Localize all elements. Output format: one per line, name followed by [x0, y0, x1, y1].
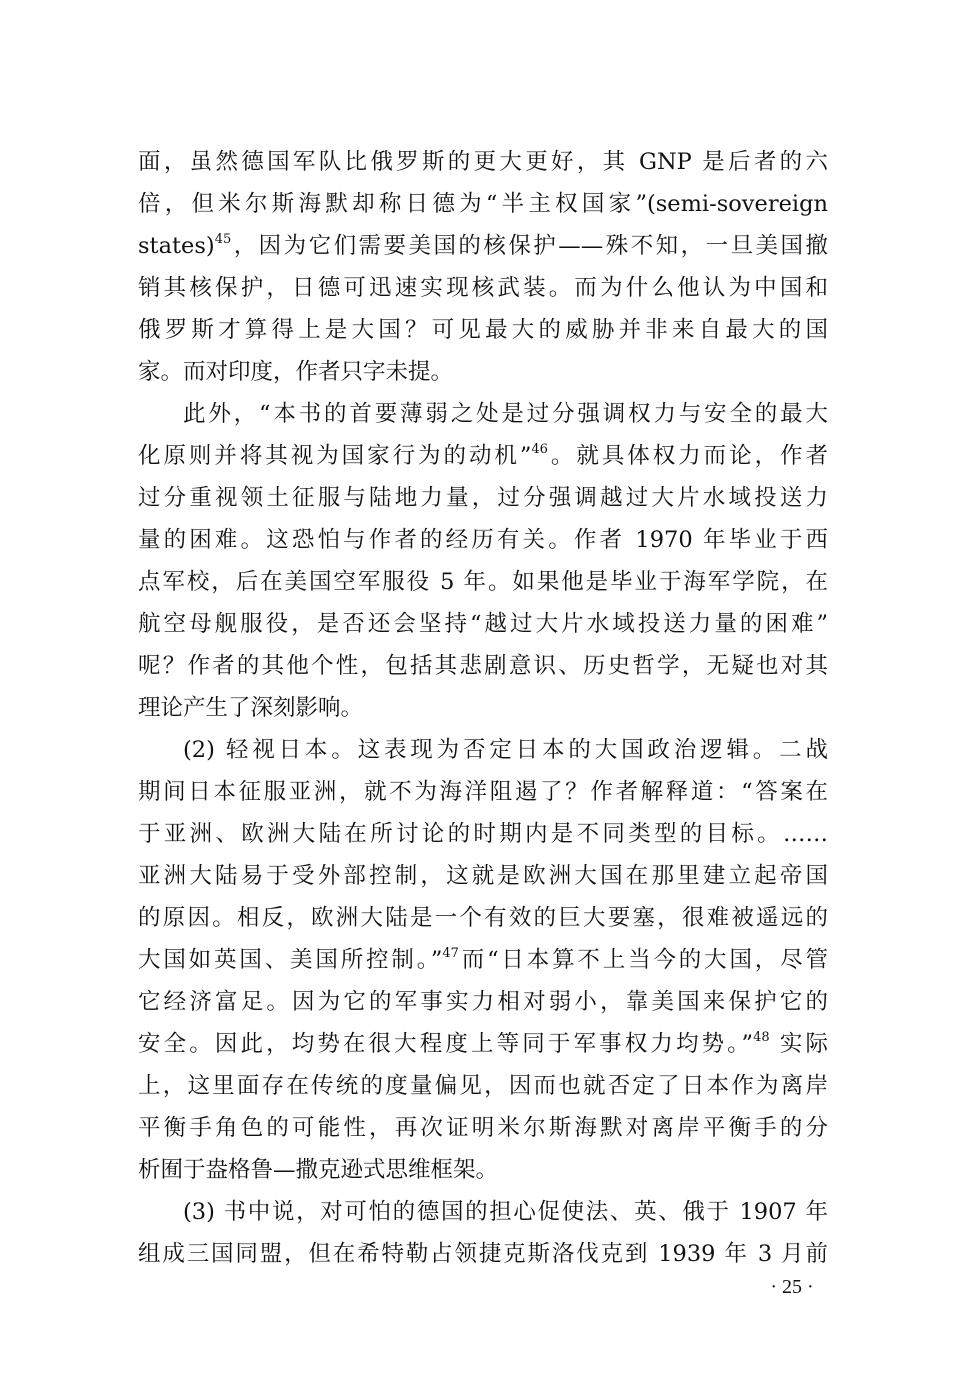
footnote-ref-46: 46 [531, 442, 548, 457]
text-line: 销其核保护，日德可迅速实现核武装。而为什么他认为中国和 [138, 275, 828, 301]
text-line [138, 225, 828, 267]
text-line: 平衡手角色的可能性，再次证明米尔斯海默对离岸平衡手的分 [138, 1115, 828, 1141]
body-text [138, 141, 828, 1275]
footnote-ref-47: 47 [442, 946, 459, 961]
line-text: 安全。因此，均势在很大程度上等同于军事权力均势。” [138, 1031, 754, 1057]
page-number: · 25 · [770, 1276, 814, 1298]
text-line [138, 1023, 828, 1065]
line-text: 。就具体权力而论，作者 [547, 443, 828, 469]
text-line: 倍，但米尔斯海默却称日德为“半主权国家”(semi-sovereign [138, 191, 828, 217]
line-text: states) [138, 233, 215, 259]
text-line: 上，这里面存在传统的度量偏见，因而也就否定了日本作为离岸 [138, 1073, 828, 1099]
text-line [138, 939, 828, 981]
text-line: 组成三国同盟，但在希特勒占领捷克斯洛伐克到 1939 年 3 月前 [138, 1241, 828, 1267]
text-line: (3) 书中说，对可怕的德国的担心促使法、英、俄于 1907 年 [183, 1199, 828, 1225]
text-line: 点军校，后在美国空军服役 5 年。如果他是毕业于海军学院，在 [138, 569, 828, 595]
text-line: 面，虽然德国军队比俄罗斯的更大更好，其 GNP 是后者的六 [138, 149, 828, 175]
text-line: 期间日本征服亚洲，就不为海洋阻遏了？作者解释道：“答案在 [138, 779, 828, 805]
text-line: 的原因。相反，欧洲大陆是一个有效的巨大要塞，很难被遥远的 [138, 905, 828, 931]
text-line: 它经济富足。因为它的军事实力相对弱小，靠美国来保护它的 [138, 989, 828, 1015]
text-line: 量的困难。这恐怕与作者的经历有关。作者 1970 年毕业于西 [138, 527, 828, 553]
text-line: 过分重视领土征服与陆地力量，过分强调越过大片水域投送力 [138, 485, 828, 511]
line-text: 实际 [769, 1031, 828, 1057]
footnote-ref-45: 45 [214, 232, 232, 247]
text-line: (2) 轻视日本。这表现为否定日本的大国政治逻辑。二战 [183, 737, 828, 763]
text-line: 于亚洲、欧洲大陆在所讨论的时期内是不同类型的目标。…… [138, 821, 828, 847]
text-line: 此外，“本书的首要薄弱之处是过分强调权力与安全的最大 [183, 401, 828, 427]
text-line [138, 435, 828, 477]
text-line: 呢？作者的其他个性，包括其悲剧意识、历史哲学，无疑也对其 [138, 653, 828, 679]
line-text: 化原则并将其视为国家行为的动机” [138, 443, 532, 469]
line-text: 而“日本算不上当今的大国，尽管 [458, 947, 828, 973]
line-text: ，因为它们需要美国的核保护——殊不知，一旦美国撤 [231, 233, 828, 259]
footnote-ref-48: 48 [753, 1030, 770, 1045]
line-text: 大国如英国、美国所控制。” [138, 947, 443, 973]
text-line: 航空母舰服役，是否还会坚持“越过大片水域投送力量的困难” [138, 611, 828, 637]
text-line: 析囿于盎格鲁—撒克逊式思维框架。 [138, 1157, 499, 1183]
text-line: 俄罗斯才算得上是大国？可见最大的威胁并非来自最大的国 [138, 317, 828, 343]
text-line: 理论产生了深刻影响。 [138, 695, 364, 721]
text-line: 亚洲大陆易于受外部控制，这就是欧洲大国在那里建立起帝国 [138, 863, 828, 889]
text-line: 家。而对印度，作者只字未提。 [138, 359, 454, 385]
